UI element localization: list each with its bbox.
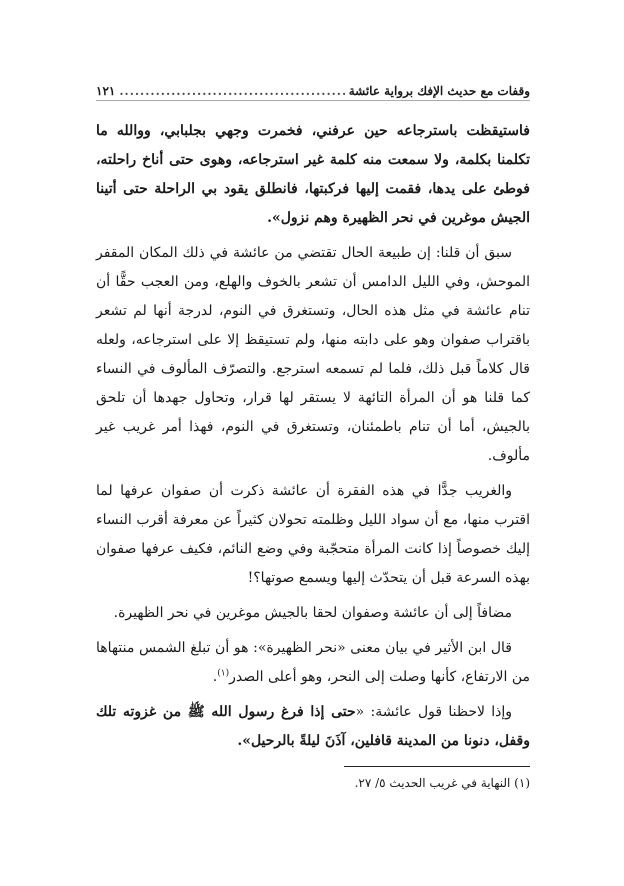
footnote: (١) النهاية في غريب الحديث ٥/ ٢٧. bbox=[354, 776, 530, 790]
paragraph-2: سبق أن قلنا: إن طبيعة الحال تقتضي من عائشة في ذلك المكان المقفر الموحش، وفي الليل الدامس أن تشعر بالخوف والهلع، ومن العجب حقًّا أن تنام عائشة في مثل هذه الحال، وتستغرق في النوم، لدرجة أنها لم تشعر باقتراب صفوان وهو على دابته منها، ولم تستيقظ إلا على استرجاعه، ولعله قال كلاماً قبل ذلك، فلما لم تسمعه استرجع. والتصرّف المألوف في النساء كما قلنا هو أن المرأة التائهة لا يستقر لها قرار، وتحاول جهدها أن تلحق بالجيش، أما أن تنام باطمئنان، وتستغرق في النوم، فهذا أمر غريب غير مألوف. bbox=[96, 245, 530, 464]
page-number: ١٢١ bbox=[96, 84, 116, 98]
footnote-marker: (١) bbox=[217, 668, 230, 679]
running-title: وقفات مع حديث الإفك برواية عائشة bbox=[348, 84, 530, 98]
paragraph-5-text: قال ابن الأثير في بيان معنى «نحر الظهيرة»: هو أن تبلغ الشمس منتهاها من الارتفاع، كأنها وصلت إلى النحر، وهو أعلى الصدر bbox=[96, 640, 530, 685]
paragraph-6-lead: وإذا لاحظنا قول عائشة: « bbox=[355, 704, 512, 720]
paragraph-5: قال ابن الأثير في بيان معنى «نحر الظهيرة»: هو أن تبلغ الشمس منتهاها من الارتفاع، كأنها وصلت إلى النحر، وهو أعلى الصدر$^{(١)}$. bbox=[96, 640, 530, 685]
leader-dots bbox=[119, 84, 344, 98]
document-page bbox=[96, 84, 530, 793]
running-header bbox=[96, 84, 530, 101]
paragraph-4: مضافاً إلى أن عائشة وصفوان لحقا بالجيش موغرين في نحر الظهيرة. bbox=[113, 605, 512, 621]
paragraph-6-end: ». bbox=[237, 733, 251, 749]
paragraph-3: والغريب جدًّا في هذه الفقرة أن عائشة ذكرت أن صفوان عرفها لما اقترب منها، مع أن سواد الليل وظلمته تحولان كثيراً عن معرفة أقرب النساء إليك خصوصاً إذا كانت المرأة متحجّبة وفي وضع النائم، فكيف عرفها صفوان بهذه السرعة قبل أن يتحدّث إليها ويسمع صوتها؟! bbox=[96, 483, 530, 586]
paragraph-6-quote: حتى إذا فرغ رسول الله ﷺ من غزوته تلك وقفل، دنونا من المدينة قافلين، آذَنَ ليلةً بالرحيل bbox=[96, 704, 530, 749]
footnote-divider bbox=[344, 766, 530, 767]
paragraph-6 bbox=[96, 698, 530, 756]
paragraph-quote-continuation: فاستيقظت باسترجاعه حين عرفني، فخمرت وجهي بجلبابي، ووالله ما تكلمنا بكلمة، ولا سمعت منه كلمة غير استرجاعه، وهوى حتى أناخ راحلته، فوطئ على يدها، فقمت إليها فركبتها، فانطلق يقود بي الراحلة حتى أتينا الجيش موغرين في نحر الظهيرة وهم نزول». bbox=[96, 123, 530, 226]
